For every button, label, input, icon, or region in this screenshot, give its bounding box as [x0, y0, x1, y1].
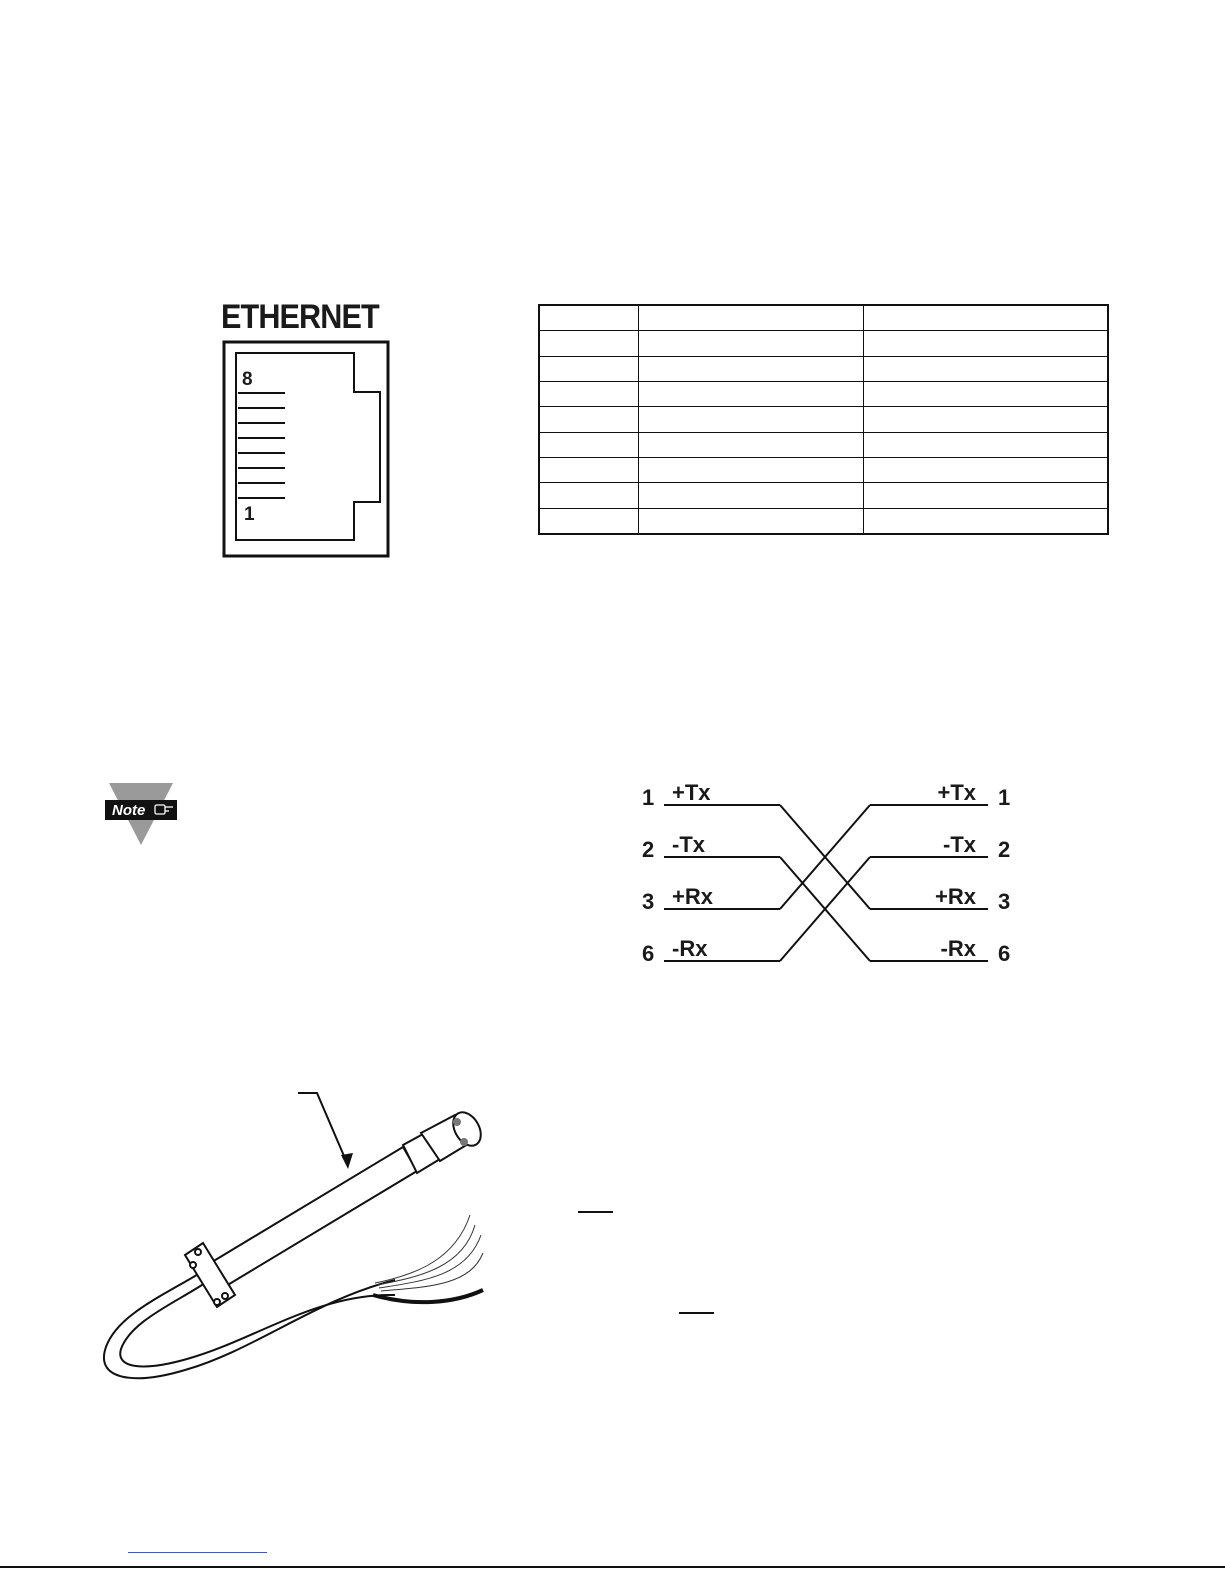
right-signal-3: +Rx	[935, 884, 976, 909]
left-pin-6: 6	[642, 941, 655, 966]
ethernet-pin-8-label: 8	[242, 369, 253, 390]
probe-illustration	[95, 1085, 495, 1395]
table-cell	[864, 381, 1109, 406]
left-signal-2: -Tx	[672, 832, 705, 857]
left-pin-3: 3	[642, 889, 655, 914]
footer-link[interactable]	[128, 1552, 267, 1553]
probe-body	[207, 1107, 486, 1289]
left-signal-6: -Rx	[672, 936, 708, 961]
right-signal-2: -Tx	[943, 832, 976, 857]
overline-mark	[578, 1211, 613, 1213]
table-cell	[639, 331, 864, 356]
table-cell	[864, 432, 1109, 457]
ethernet-title: ETHERNET	[221, 298, 379, 336]
table-cell	[539, 331, 639, 356]
table-cell	[864, 331, 1109, 356]
page-bottom-rule	[0, 1566, 1225, 1568]
table-row	[539, 305, 1108, 331]
table-row	[539, 331, 1108, 356]
pinout-table	[538, 304, 1109, 535]
table-cell	[539, 356, 639, 381]
right-pin-2: 2	[998, 837, 1011, 862]
probe-black-wire	[373, 1290, 483, 1302]
table-cell	[539, 432, 639, 457]
probe-wires	[375, 1215, 483, 1291]
table-cell	[639, 483, 864, 508]
crossover-cable-diagram	[620, 770, 1020, 980]
table-cell	[639, 407, 864, 432]
left-signal-3: +Rx	[672, 884, 713, 909]
table-cell	[864, 483, 1109, 508]
callout-arrow	[298, 1093, 353, 1169]
table-row	[539, 508, 1108, 534]
crossover-wires	[664, 805, 988, 961]
table-cell	[864, 305, 1109, 331]
right-signal-1: +Tx	[937, 780, 976, 805]
table-cell	[539, 457, 639, 482]
table-cell	[864, 508, 1109, 534]
table-cell	[864, 407, 1109, 432]
table-row	[539, 381, 1108, 406]
note-label: Note	[112, 802, 146, 819]
table-cell	[639, 356, 864, 381]
table-cell	[539, 483, 639, 508]
right-pin-1: 1	[998, 785, 1011, 810]
table-row	[539, 457, 1108, 482]
table-row	[539, 432, 1108, 457]
table-cell	[539, 407, 639, 432]
left-pin-2: 2	[642, 837, 655, 862]
table-cell	[639, 432, 864, 457]
left-signal-1: +Tx	[672, 780, 711, 805]
table-row	[539, 407, 1108, 432]
table-cell	[539, 381, 639, 406]
right-signal-6: -Rx	[940, 936, 976, 961]
right-pin-6: 6	[998, 941, 1011, 966]
overline-mark	[679, 1312, 714, 1314]
table-cell	[864, 356, 1109, 381]
table-cell	[639, 508, 864, 534]
ethernet-pin-lines	[238, 393, 285, 498]
table-cell	[539, 508, 639, 534]
table-cell	[539, 305, 639, 331]
left-pin-1: 1	[642, 785, 655, 810]
table-cell	[639, 305, 864, 331]
right-pin-3: 3	[998, 889, 1011, 914]
table-row	[539, 483, 1108, 508]
table-cell	[864, 457, 1109, 482]
table-cell	[639, 381, 864, 406]
note-icon	[103, 783, 179, 849]
probe-cable	[104, 1270, 395, 1378]
table-cell	[639, 457, 864, 482]
ethernet-pin-1-label: 1	[244, 504, 255, 525]
table-row	[539, 356, 1108, 381]
